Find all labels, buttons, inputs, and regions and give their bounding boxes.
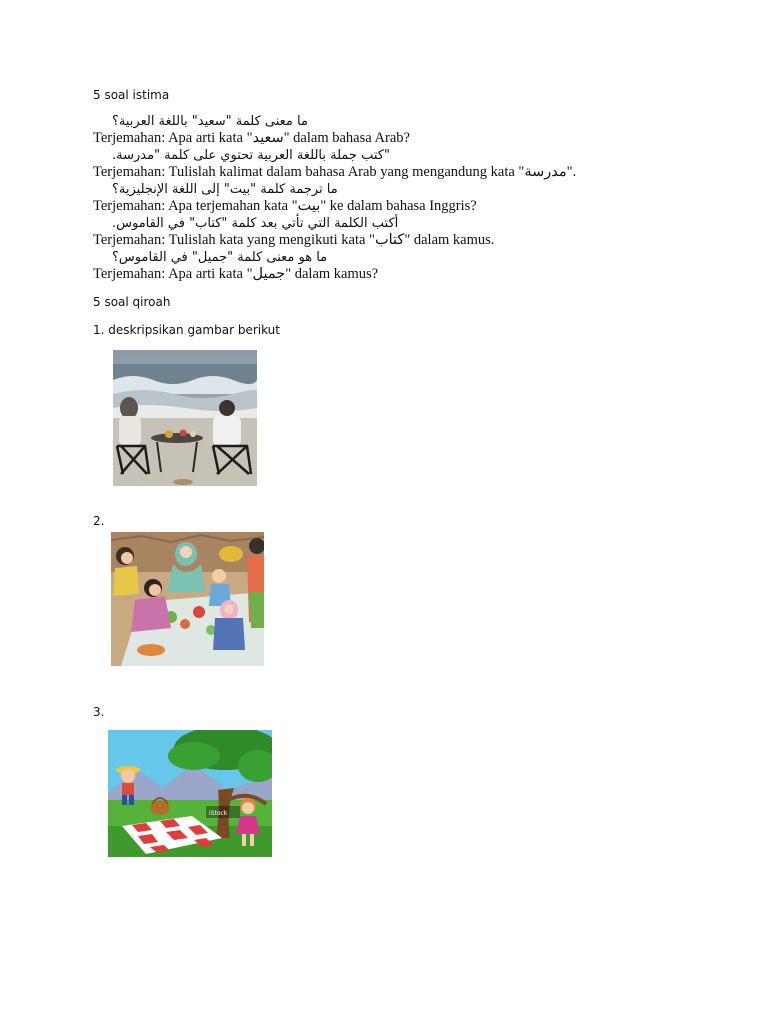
istima-q2-arabic: "كتب جملة باللغة العربية تحتوي على كلمة "مدرسة. bbox=[112, 148, 390, 163]
istima-q3-translation: Terjemahan: Apa terjemahan kata "بيت" ke dalam bahasa Inggris? bbox=[93, 198, 477, 214]
istima-q2-translation: Terjemahan: Tulislah kalimat dalam bahasa Arab yang mengandung kata "مدرسة". bbox=[93, 164, 577, 180]
qiroah-q2-label: 2. bbox=[93, 514, 105, 528]
kids-picnic-image bbox=[108, 730, 272, 857]
istima-q4-arabic: أكتب الكلمة التي تأتي بعد كلمة "كتاب" في القاموس. bbox=[112, 216, 399, 231]
istima-q1-arabic: ما معنى كلمة "سعيد" باللغة العربية؟ bbox=[112, 114, 308, 129]
istima-q4-translation: Terjemahan: Tulislah kata yang mengikuti kata "كتاب" dalam kamus. bbox=[93, 232, 495, 248]
qiroah-heading: 5 soal qiroah bbox=[93, 295, 171, 309]
istima-q5-arabic: ما هو معنى كلمة "جميل" في القاموس؟ bbox=[112, 250, 328, 265]
beach-picnic-image bbox=[113, 350, 257, 486]
istima-q5-translation: Terjemahan: Apa arti kata "جميل" dalam kamus? bbox=[93, 266, 379, 282]
istima-heading: 5 soal istima bbox=[93, 88, 170, 102]
istima-q3-arabic: ما ترجمة كلمة "بيت" إلى اللغة الإنجليزية؟ bbox=[112, 182, 338, 197]
istima-questions bbox=[93, 113, 653, 283]
market-cartoon-image bbox=[111, 532, 264, 666]
istima-q1-translation: Terjemahan: Apa arti kata "سعيد" dalam bahasa Arab? bbox=[93, 130, 410, 146]
qiroah-q3-label: 3. bbox=[93, 705, 105, 719]
qiroah-q1-label: 1. deskripsikan gambar berikut bbox=[93, 323, 280, 337]
istock-watermark: iStock bbox=[209, 810, 228, 817]
